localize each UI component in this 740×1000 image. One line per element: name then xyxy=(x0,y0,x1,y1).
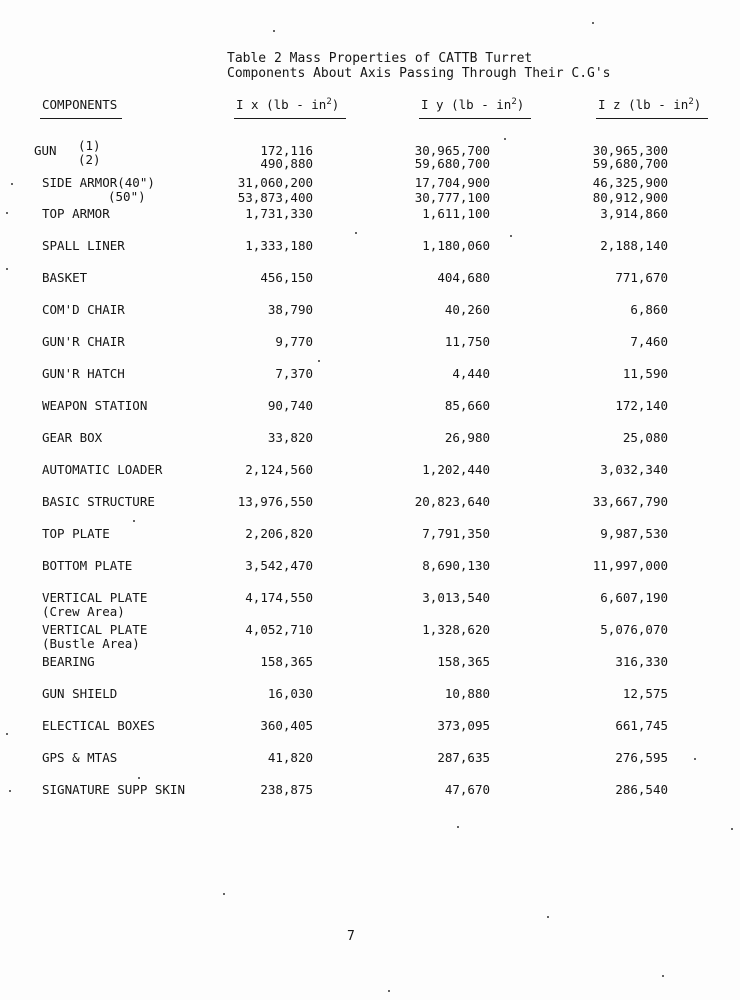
row-20-iy: 10,880 xyxy=(444,686,490,701)
scan-speck xyxy=(6,268,8,270)
row-2-iy: 59,680,700 xyxy=(414,156,490,171)
row-11-iy: 85,660 xyxy=(444,398,490,413)
header-ix-suffix: ) xyxy=(331,97,340,112)
row-9-component: GUN'R CHAIR xyxy=(42,334,125,349)
row-18-iz: 5,076,070 xyxy=(600,622,668,637)
row-7-ix: 456,150 xyxy=(260,270,313,285)
row-2-ix: 490,880 xyxy=(260,156,313,171)
row-18-ix: 4,052,710 xyxy=(245,622,313,637)
row-12-component: GEAR BOX xyxy=(42,430,103,445)
header-iz xyxy=(598,97,701,112)
header-ix-exponent: 2 xyxy=(326,96,332,107)
scan-speck xyxy=(6,212,8,214)
table-title-line-1: Table 2 Mass Properties of CATTB Turret xyxy=(227,51,533,66)
row-1-ix: 172,116 xyxy=(260,143,313,158)
row-2-iz: 59,680,700 xyxy=(592,156,668,171)
row-3-iz: 46,325,900 xyxy=(592,175,668,190)
header-ix-text: I x (lb - in xyxy=(236,97,327,112)
row-19-ix: 158,365 xyxy=(260,654,313,669)
scan-speck xyxy=(388,990,390,992)
row-15-ix: 2,206,820 xyxy=(245,526,313,541)
row-1-sub: (1) xyxy=(78,138,101,153)
row-18-component-note: (Bustle Area) xyxy=(42,636,140,651)
row-14-iz: 33,667,790 xyxy=(592,494,668,509)
row-8-component: COM'D CHAIR xyxy=(42,302,125,317)
row-7-iy: 404,680 xyxy=(437,270,490,285)
row-20-component: GUN SHIELD xyxy=(42,686,118,701)
row-16-iz: 11,997,000 xyxy=(592,558,668,573)
row-11-ix: 90,740 xyxy=(267,398,313,413)
row-12-ix: 33,820 xyxy=(267,430,313,445)
row-13-iz: 3,032,340 xyxy=(600,462,668,477)
row-21-ix: 360,405 xyxy=(260,718,313,733)
header-underline-ix xyxy=(234,118,346,119)
scan-speck xyxy=(547,916,549,918)
scan-speck xyxy=(592,22,594,24)
row-14-iy: 20,823,640 xyxy=(414,494,490,509)
header-underline-components xyxy=(40,118,122,119)
row-7-component: BASKET xyxy=(42,270,88,285)
row-19-component: BEARING xyxy=(42,654,95,669)
row-2-sub: (2) xyxy=(78,152,101,167)
row-16-ix: 3,542,470 xyxy=(245,558,313,573)
header-underline-iz xyxy=(596,118,708,119)
header-iz-suffix: ) xyxy=(693,97,702,112)
row-13-ix: 2,124,560 xyxy=(245,462,313,477)
row-17-iy: 3,013,540 xyxy=(422,590,490,605)
row-20-iz: 12,575 xyxy=(622,686,668,701)
row-17-iz: 6,607,190 xyxy=(600,590,668,605)
row-10-iy: 4,440 xyxy=(452,366,490,381)
scan-speck xyxy=(355,232,357,234)
scan-speck xyxy=(11,183,13,185)
row-15-iy: 7,791,350 xyxy=(422,526,490,541)
row-11-component: WEAPON STATION xyxy=(42,398,148,413)
header-components: COMPONENTS xyxy=(42,97,118,112)
page-number: 7 xyxy=(347,929,355,944)
row-9-ix: 9,770 xyxy=(275,334,313,349)
row-1-iy: 30,965,700 xyxy=(414,143,490,158)
row-23-component: SIGNATURE SUPP SKIN xyxy=(42,782,185,797)
row-13-iy: 1,202,440 xyxy=(422,462,490,477)
row-19-iz: 316,330 xyxy=(615,654,668,669)
row-3-component: SIDE ARMOR(40") xyxy=(42,175,155,190)
row-10-component: GUN'R HATCH xyxy=(42,366,125,381)
scan-speck xyxy=(731,828,733,830)
row-23-iy: 47,670 xyxy=(444,782,490,797)
row-15-iz: 9,987,530 xyxy=(600,526,668,541)
row-21-iy: 373,095 xyxy=(437,718,490,733)
row-6-iy: 1,180,060 xyxy=(422,238,490,253)
row-7-iz: 771,670 xyxy=(615,270,668,285)
header-iy-text: I y (lb - in xyxy=(421,97,512,112)
scan-speck xyxy=(138,777,140,779)
row-21-component: ELECTICAL BOXES xyxy=(42,718,155,733)
row-4-sub: (50") xyxy=(108,189,146,204)
row-4-iz: 80,912,900 xyxy=(592,190,668,205)
row-3-iy: 17,704,900 xyxy=(414,175,490,190)
row-9-iz: 7,460 xyxy=(630,334,668,349)
row-6-iz: 2,188,140 xyxy=(600,238,668,253)
row-3-ix: 31,060,200 xyxy=(237,175,313,190)
scan-speck xyxy=(510,235,512,237)
row-22-component: GPS & MTAS xyxy=(42,750,118,765)
row-8-iy: 40,260 xyxy=(444,302,490,317)
row-17-component: VERTICAL PLATE xyxy=(42,590,148,605)
scan-speck xyxy=(6,733,8,735)
row-18-iy: 1,328,620 xyxy=(422,622,490,637)
row-10-iz: 11,590 xyxy=(622,366,668,381)
row-15-component: TOP PLATE xyxy=(42,526,110,541)
scan-speck xyxy=(9,790,11,792)
row-8-iz: 6,860 xyxy=(630,302,668,317)
scan-speck xyxy=(223,893,225,895)
row-18-component: VERTICAL PLATE xyxy=(42,622,148,637)
header-underline-iy xyxy=(419,118,531,119)
row-6-component: SPALL LINER xyxy=(42,238,125,253)
scan-speck xyxy=(504,138,506,140)
row-5-component: TOP ARMOR xyxy=(42,206,110,221)
header-iz-exponent: 2 xyxy=(688,96,694,107)
row-5-iy: 1,611,100 xyxy=(422,206,490,221)
row-10-ix: 7,370 xyxy=(275,366,313,381)
row-21-iz: 661,745 xyxy=(615,718,668,733)
row-5-ix: 1,731,330 xyxy=(245,206,313,221)
row-5-iz: 3,914,860 xyxy=(600,206,668,221)
row-22-iz: 276,595 xyxy=(615,750,668,765)
row-14-ix: 13,976,550 xyxy=(237,494,313,509)
row-4-iy: 30,777,100 xyxy=(414,190,490,205)
header-iy-exponent: 2 xyxy=(511,96,517,107)
row-19-iy: 158,365 xyxy=(437,654,490,669)
row-20-ix: 16,030 xyxy=(267,686,313,701)
row-17-ix: 4,174,550 xyxy=(245,590,313,605)
header-iy-suffix: ) xyxy=(516,97,525,112)
row-1-iz: 30,965,300 xyxy=(592,143,668,158)
row-16-component: BOTTOM PLATE xyxy=(42,558,133,573)
header-iz-text: I z (lb - in xyxy=(598,97,689,112)
row-22-ix: 41,820 xyxy=(267,750,313,765)
header-iy xyxy=(421,97,524,112)
header-ix xyxy=(236,97,339,112)
row-23-iz: 286,540 xyxy=(615,782,668,797)
row-23-ix: 238,875 xyxy=(260,782,313,797)
row-16-iy: 8,690,130 xyxy=(422,558,490,573)
scan-speck xyxy=(133,520,135,522)
row-8-ix: 38,790 xyxy=(267,302,313,317)
scan-speck xyxy=(273,30,275,32)
row-22-iy: 287,635 xyxy=(437,750,490,765)
row-13-component: AUTOMATIC LOADER xyxy=(42,462,163,477)
scan-speck xyxy=(457,826,459,828)
scan-speck xyxy=(318,360,320,362)
row-12-iy: 26,980 xyxy=(444,430,490,445)
row-4-ix: 53,873,400 xyxy=(237,190,313,205)
scan-speck xyxy=(662,975,664,977)
row-1-component: GUN xyxy=(34,143,57,158)
row-9-iy: 11,750 xyxy=(444,334,490,349)
row-12-iz: 25,080 xyxy=(622,430,668,445)
scan-speck xyxy=(694,758,696,760)
row-17-component-note: (Crew Area) xyxy=(42,604,125,619)
row-14-component: BASIC STRUCTURE xyxy=(42,494,155,509)
row-6-ix: 1,333,180 xyxy=(245,238,313,253)
row-11-iz: 172,140 xyxy=(615,398,668,413)
table-title-line-2: Components About Axis Passing Through Their C.G's xyxy=(227,66,611,81)
